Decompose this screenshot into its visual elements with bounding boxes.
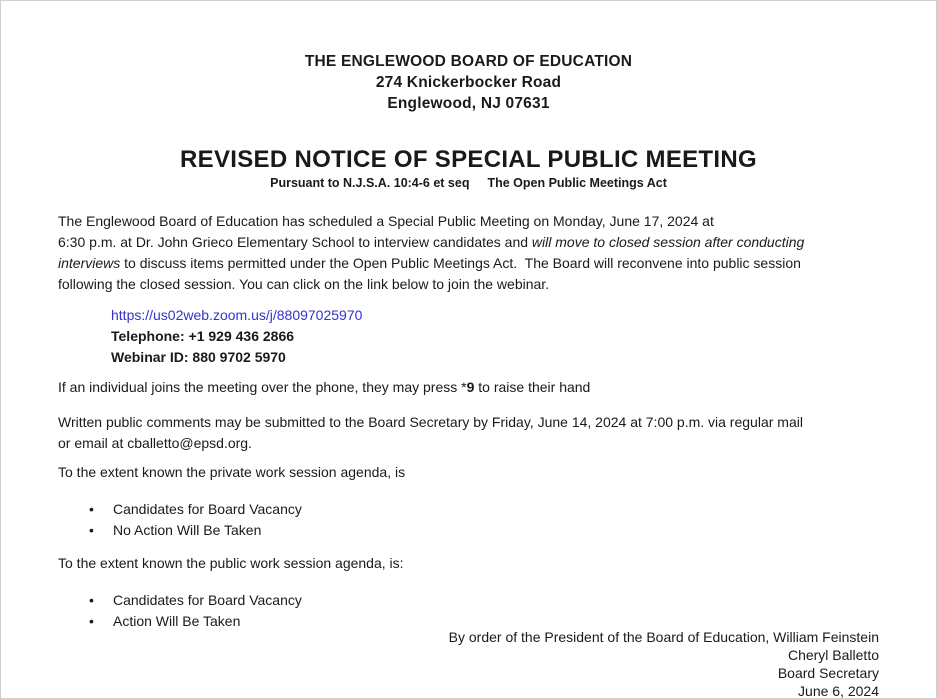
intro-line-2	[58, 232, 879, 253]
address-street: 274 Knickerbocker Road	[375, 74, 562, 91]
private-session-item-1: • Candidates for Board Vacancy	[58, 499, 879, 520]
comments-line-1: Written public comments may be submitted to the Board Secretary by Friday, June 14, 2024 at 7:00 p.m. via regular mail	[58, 414, 803, 430]
public-session-heading: To the extent known the public work session agenda, is:	[58, 555, 404, 571]
intro-line-3-text: to discuss items permitted under the Open Public Meetings Act. The Board will reconvene into public session	[120, 255, 801, 271]
public-session-item-2: • Action Will Be Taken	[58, 611, 879, 632]
intro-line-3	[58, 253, 879, 274]
phone-instruction-tail: to raise their hand	[474, 379, 591, 395]
public-comments-paragraph	[58, 412, 879, 454]
private-session-item-2: • No Action Will Be Taken	[58, 520, 879, 541]
comments-line-2: or email at cballetto@epsd.org.	[58, 435, 252, 451]
organization-name: THE ENGLEWOOD BOARD OF EDUCATION	[304, 53, 633, 70]
signature-role: Board Secretary	[777, 665, 879, 681]
phone-instruction-key: 9	[466, 379, 475, 395]
signature-date: June 6, 2024	[798, 683, 879, 699]
intro-line-3-italic: interviews	[58, 255, 121, 271]
private-session-heading: To the extent known the private work session agenda, is	[58, 464, 406, 480]
webinar-id-line: Webinar ID: 880 9702 5970	[111, 349, 286, 365]
signature-order-line: By order of the President of the Board of Education, William Feinstein	[448, 629, 879, 645]
signature-block	[58, 628, 879, 699]
public-session-item-1: • Candidates for Board Vacancy	[58, 590, 879, 611]
subtitle-act: The Open Public Meetings Act	[487, 176, 667, 190]
phone-instruction-text: If an individual joins the meeting over the phone, they may press *	[58, 379, 467, 395]
subtitle-statute: Pursuant to N.J.S.A. 10:4-6 et seq	[270, 176, 470, 190]
phone-instruction	[58, 377, 879, 398]
webinar-details	[111, 305, 879, 368]
notice-subtitle	[1, 175, 936, 191]
telephone-line: Telephone: +1 929 436 2866	[111, 328, 295, 344]
intro-line-1: The Englewood Board of Education has scheduled a Special Public Meeting on Monday, June 17, 2024 at	[58, 213, 714, 229]
document-body	[58, 211, 879, 699]
intro-line-4: following the closed session. You can click on the link below to join the webinar.	[58, 276, 550, 292]
address-city: Englewood, NJ 07631	[387, 95, 550, 112]
public-session-list	[58, 590, 879, 632]
zoom-webinar-link[interactable]: https://us02web.zoom.us/j/88097025970	[111, 307, 363, 323]
intro-line-2-text: 6:30 p.m. at Dr. John Grieco Elementary School to interview candidates and	[58, 234, 532, 250]
intro-paragraph	[58, 211, 879, 295]
intro-line-2-italic: will move to closed session after conducting	[531, 234, 805, 250]
private-session-list	[58, 499, 879, 541]
signature-name: Cheryl Balletto	[787, 647, 879, 663]
letterhead	[1, 51, 936, 114]
notice-title: REVISED NOTICE OF SPECIAL PUBLIC MEETING	[180, 146, 757, 173]
